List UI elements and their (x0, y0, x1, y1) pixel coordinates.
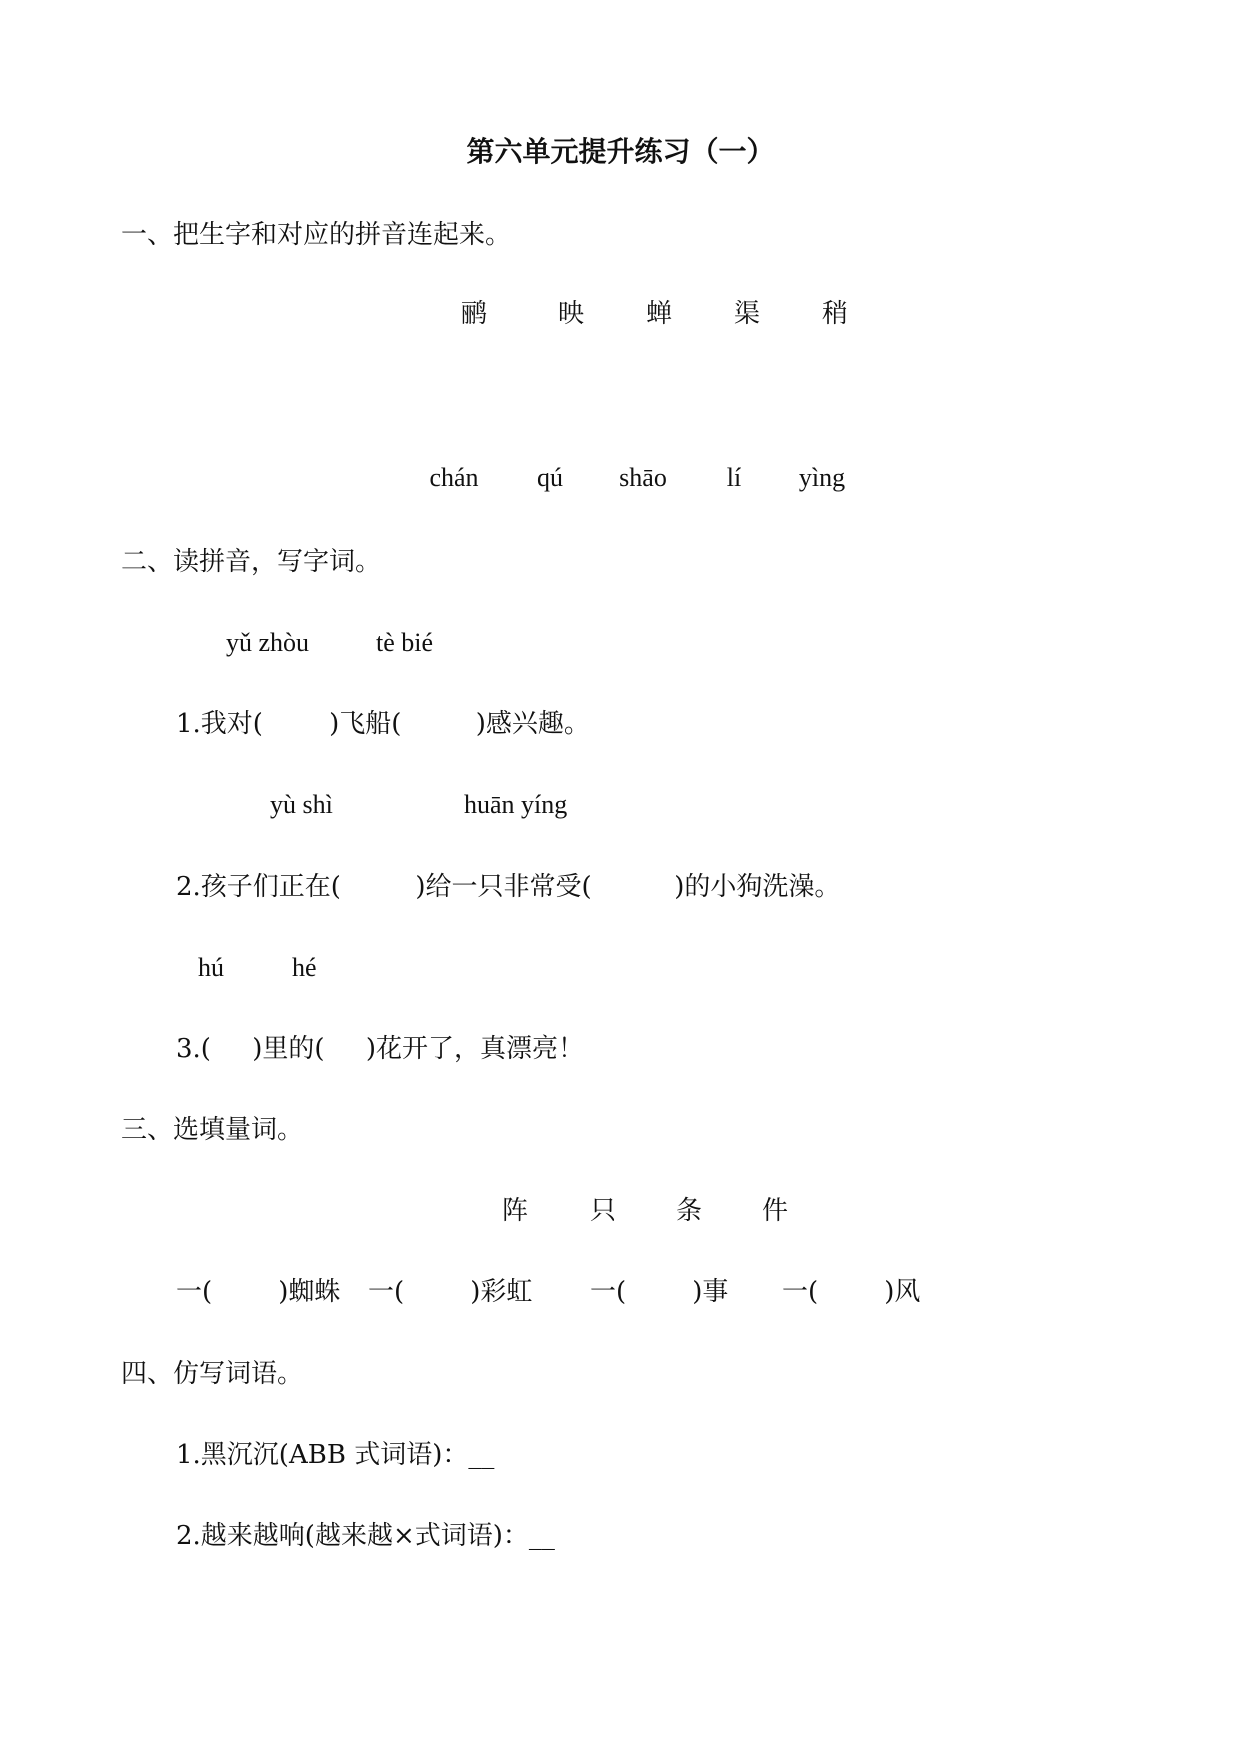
pinyin-item: lí (726, 463, 742, 492)
imitation-item: 2.越来越响(越来越×式词语)：__ (176, 1521, 555, 1551)
measure-blank: 一( )事 (590, 1277, 729, 1307)
measure-word: 条 (675, 1196, 702, 1226)
character-item: 稍 (821, 299, 848, 329)
measure-word-row (500, 1194, 790, 1228)
pinyin-hint: yǔ zhòu (226, 628, 310, 657)
section4-heading: 四、仿写词语。 (121, 1359, 304, 1389)
pinyin-item: yìng (798, 463, 846, 492)
pinyin-hint: tè bié (376, 628, 434, 657)
measure-word: 阵 (501, 1196, 528, 1226)
measure-word: 只 (589, 1196, 616, 1226)
character-row (437, 297, 865, 331)
pinyin-hint: huān yíng (464, 790, 568, 819)
measure-word: 件 (761, 1196, 788, 1226)
section3-heading: 三、选填量词。 (121, 1115, 304, 1145)
character-item: 渠 (733, 299, 760, 329)
imitation-item: 1.黑沉沉(ABB 式词语)：__ (176, 1440, 495, 1470)
fill-sentence: 2.孩子们正在( )给一只非常受( )的小狗洗澡。 (176, 872, 841, 902)
page-title: 第六单元提升练习（一） (466, 135, 775, 168)
measure-blank: 一( )彩虹 (368, 1277, 533, 1307)
pinyin-hint: hú (198, 953, 224, 982)
section2-heading: 二、读拼音，写字词。 (121, 547, 382, 577)
pinyin-hint: yù shì (270, 790, 333, 819)
pinyin-item: chán (429, 463, 479, 492)
pinyin-item: shāo (619, 463, 667, 492)
measure-blank: 一( )风 (782, 1277, 921, 1307)
measure-blank: 一( )蜘蛛 (176, 1277, 341, 1307)
character-item: 蝉 (645, 299, 672, 329)
character-item: 映 (557, 299, 584, 329)
section1-heading: 一、把生字和对应的拼音连起来。 (121, 220, 512, 250)
pinyin-item: qú (537, 463, 563, 492)
pinyin-hint: hé (292, 953, 317, 982)
fill-sentence: 1.我对( )飞船( )感兴趣。 (176, 709, 590, 739)
character-item: 鹂 (460, 299, 487, 329)
fill-sentence: 3.( )里的( )花开了，真漂亮！ (176, 1034, 585, 1064)
pinyin-row (420, 461, 852, 495)
